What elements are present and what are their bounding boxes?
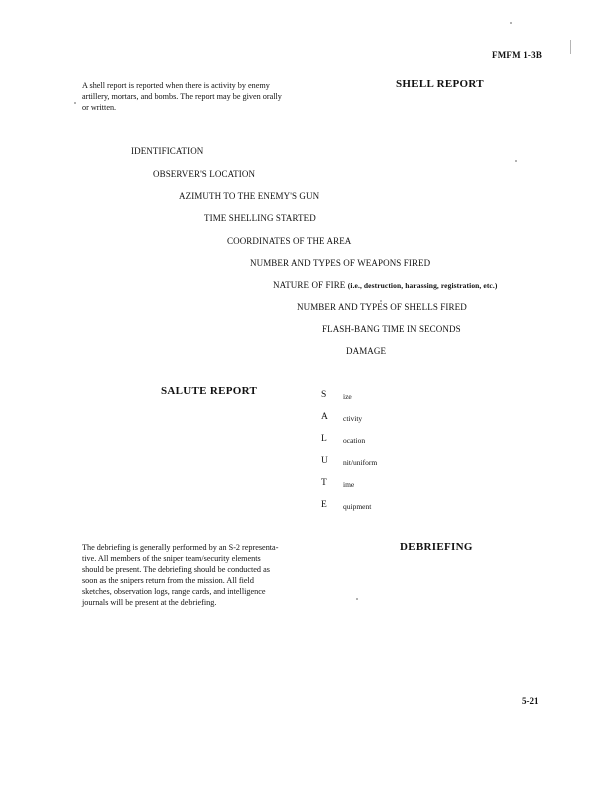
intro-line: A shell report is reported when there is activity by enemy [82,81,270,90]
shell-report-intro [82,80,312,113]
salute-word: ctivity [343,414,363,423]
debriefing-paragraph [82,542,304,608]
shell-item-shells-fired: NUMBER AND TYPES OF SHELLS FIRED [297,302,467,312]
scan-speck [356,598,358,600]
salute-letter: A [321,412,328,422]
salute-word: ime [343,480,355,489]
salute-word: ize [343,392,352,401]
debriefing-heading: DEBRIEFING [400,541,473,553]
intro-line: or written. [82,103,117,112]
scan-speck [74,102,76,104]
shell-item-time-started: TIME SHELLING STARTED [204,213,316,223]
nature-of-fire-note: (i.e., destruction, harassing, registration, etc.) [347,281,498,290]
shell-item-flash-bang: FLASH-BANG TIME IN SECONDS [322,324,461,334]
debriefing-line: journals will be present at the debriefing. [82,598,217,607]
shell-report-heading: SHELL REPORT [396,78,484,90]
shell-item-observer-location: OBSERVER'S LOCATION [153,169,256,179]
salute-letter: T [321,478,327,488]
intro-line: artillery, mortars, and bombs. The report may be given orally [82,92,282,101]
shell-item-azimuth: AZIMUTH TO THE ENEMY'S GUN [179,191,320,201]
debriefing-line: should be present. The debriefing should be conducted as [82,565,270,574]
scan-speck [380,300,382,302]
shell-item-nature-of-fire [273,280,497,290]
salute-letter: S [321,390,327,400]
salute-word: nit/uniform [343,458,378,467]
salute-word: ocation [343,436,366,445]
shell-item-weapons-fired: NUMBER AND TYPES OF WEAPONS FIRED [250,258,431,268]
scan-edge-mark [570,40,571,54]
shell-item-identification: IDENTIFICATION [131,146,204,156]
shell-item-damage: DAMAGE [346,346,387,356]
salute-report-heading: SALUTE REPORT [161,385,258,397]
salute-letter: L [321,434,327,444]
debriefing-line: The debriefing is generally performed by an S-2 representa- [82,543,279,552]
debriefing-line: sketches, observation logs, range cards, and intelligence [82,587,266,596]
salute-word: quipment [343,502,372,511]
shell-item-coordinates: COORDINATES OF THE AREA [227,236,352,246]
salute-letter: U [321,456,328,466]
scan-speck [510,22,512,24]
salute-letter: E [321,500,327,510]
page-number: 5-21 [522,696,539,706]
nature-of-fire-label: NATURE OF FIRE [273,280,346,290]
document-code: FMFM 1-3B [492,50,543,60]
debriefing-line: tive. All members of the sniper team/security elements [82,554,261,563]
scan-speck [515,160,517,162]
debriefing-line: soon as the snipers return from the mission. All field [82,576,254,585]
